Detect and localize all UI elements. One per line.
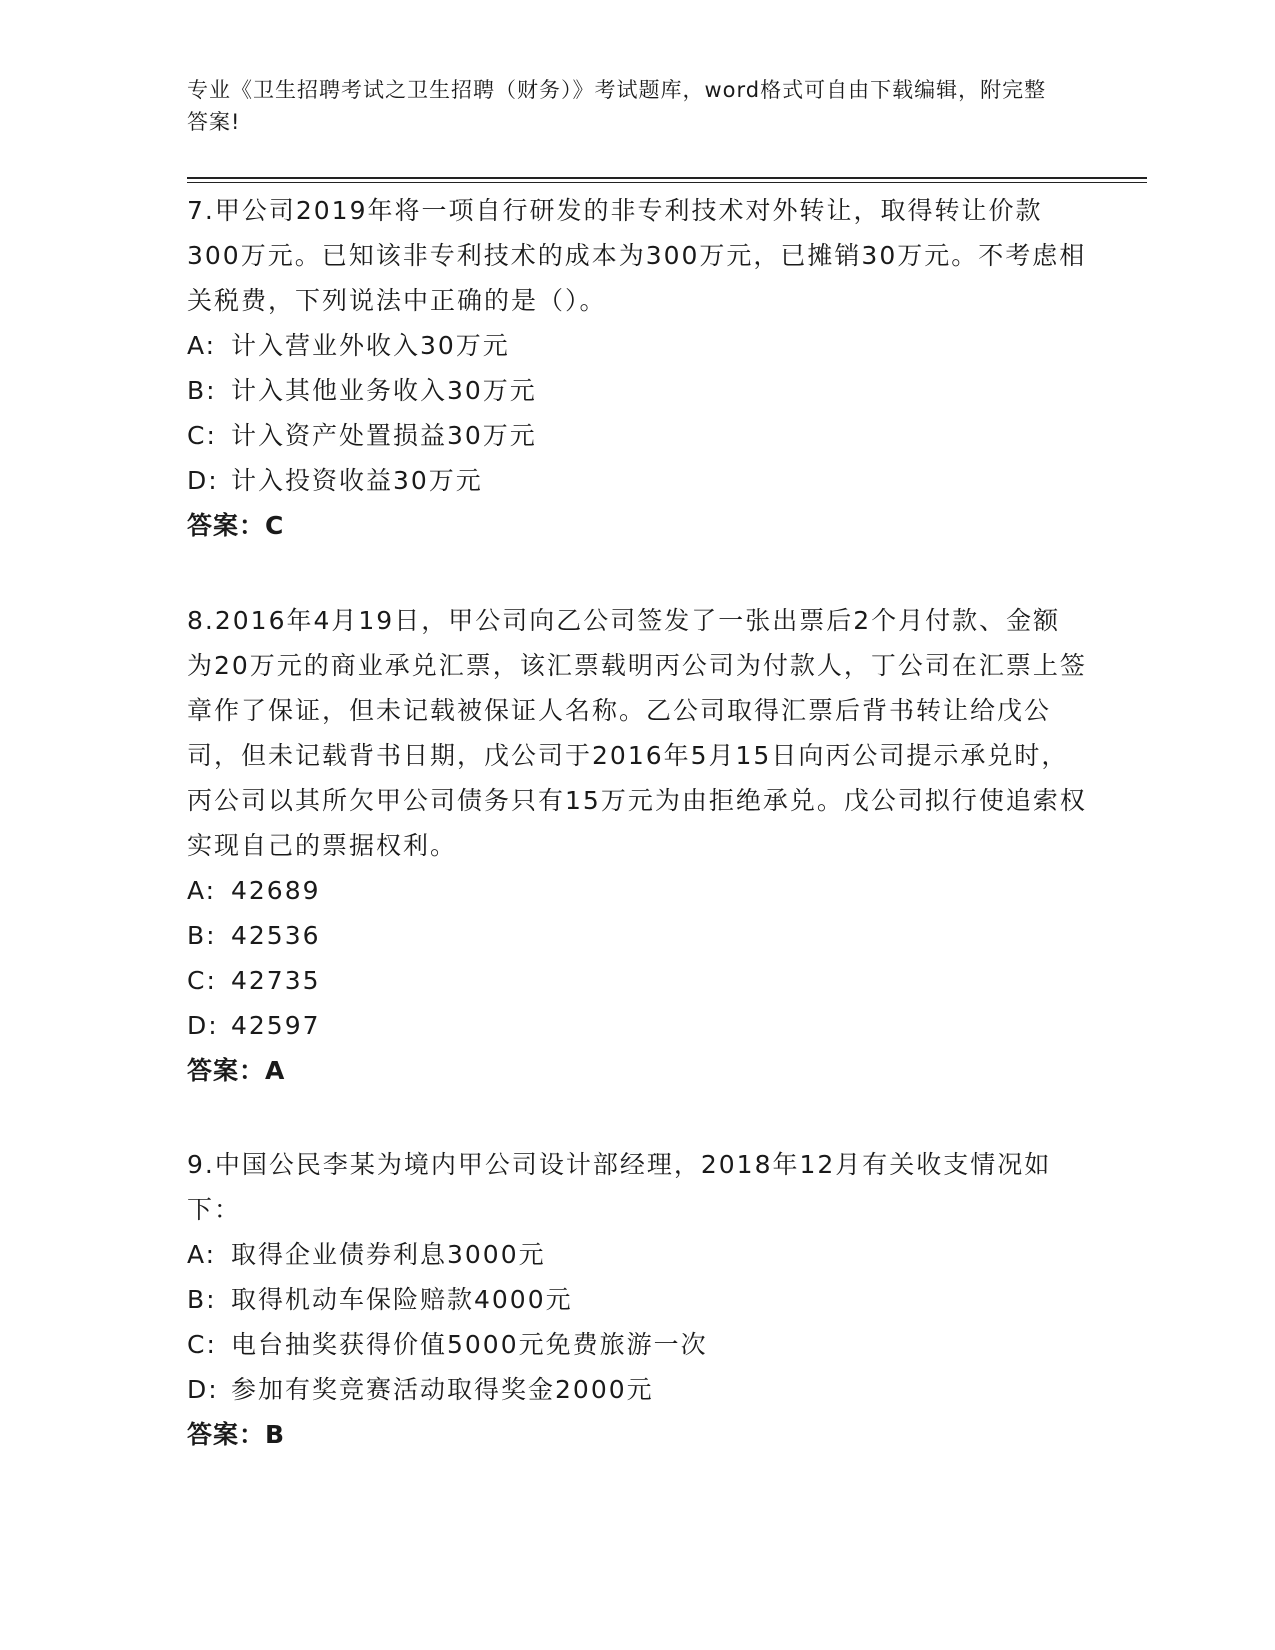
option-text: 42597: [231, 1011, 321, 1040]
option-c: [187, 1322, 1087, 1367]
option-text: 42689: [231, 876, 321, 905]
option-a: [187, 323, 1087, 368]
option-text: 计入营业外收入30万元: [231, 331, 510, 360]
option-text: 电台抽奖获得价值5000元免费旅游一次: [231, 1330, 708, 1359]
question-8: [187, 598, 1087, 1093]
option-d: [187, 458, 1087, 503]
option-letter: D:: [187, 1375, 219, 1404]
question-9: [187, 1142, 1087, 1457]
option-letter: B:: [187, 376, 217, 405]
header-divider-thin: [187, 182, 1147, 183]
answer-line: 答案：A: [187, 1056, 286, 1085]
page-header: 专业《卫生招聘考试之卫生招聘（财务）》考试题库，word格式可自由下载编辑，附完整答案!: [187, 78, 1047, 134]
option-text: 参加有奖竞赛活动取得奖金2000元: [231, 1375, 654, 1404]
option-text: 计入投资收益30万元: [231, 466, 483, 495]
question-stem: 7.甲公司2019年将一项自行研发的非专利技术对外转让，取得转让价款300万元。已知该非专利技术的成本为300万元，已摊销30万元。不考虑相关税费，下列说法中正确的是（）。: [187, 196, 1087, 315]
option-b: [187, 368, 1087, 413]
answer-line: 答案：C: [187, 511, 285, 540]
option-a: [187, 868, 1087, 913]
option-letter: C:: [187, 421, 217, 450]
option-text: 计入其他业务收入30万元: [231, 376, 537, 405]
option-d: [187, 1003, 1087, 1048]
option-b: [187, 1277, 1087, 1322]
answer-line: 答案：B: [187, 1420, 286, 1449]
option-letter: B:: [187, 921, 217, 950]
option-text: 取得企业债券利息3000元: [231, 1240, 546, 1269]
option-text: 计入资产处置损益30万元: [231, 421, 537, 450]
question-7: [187, 188, 1087, 548]
option-a: [187, 1232, 1087, 1277]
option-c: [187, 413, 1087, 458]
question-stem: 9.中国公民李某为境内甲公司设计部经理，2018年12月有关收支情况如下：: [187, 1150, 1052, 1224]
option-letter: A:: [187, 331, 217, 360]
option-text: 42536: [231, 921, 321, 950]
option-b: [187, 913, 1087, 958]
option-text: 42735: [231, 966, 321, 995]
header-divider-thick: [187, 177, 1147, 179]
option-text: 取得机动车保险赔款4000元: [231, 1285, 573, 1314]
option-letter: A:: [187, 1240, 217, 1269]
option-d: [187, 1367, 1087, 1412]
option-letter: C:: [187, 1330, 217, 1359]
option-letter: B:: [187, 1285, 217, 1314]
option-letter: A:: [187, 876, 217, 905]
option-letter: D:: [187, 1011, 219, 1040]
question-stem: 8.2016年4月19日，甲公司向乙公司签发了一张出票后2个月付款、金额为20万元的商业承兑汇票，该汇票载明丙公司为付款人，丁公司在汇票上签章作了保证，但未记载被保证人名称。乙公司取得汇票后背书转让给戊公司，但未记载背书日期，戊公司于2016年5月15日向丙公司提示承兑时，丙公司以其所欠甲公司债务只有15万元为由拒绝承兑。戊公司拟行使追索权实现自己的票据权利。: [187, 606, 1087, 860]
option-c: [187, 958, 1087, 1003]
option-letter: C:: [187, 966, 217, 995]
option-letter: D:: [187, 466, 219, 495]
